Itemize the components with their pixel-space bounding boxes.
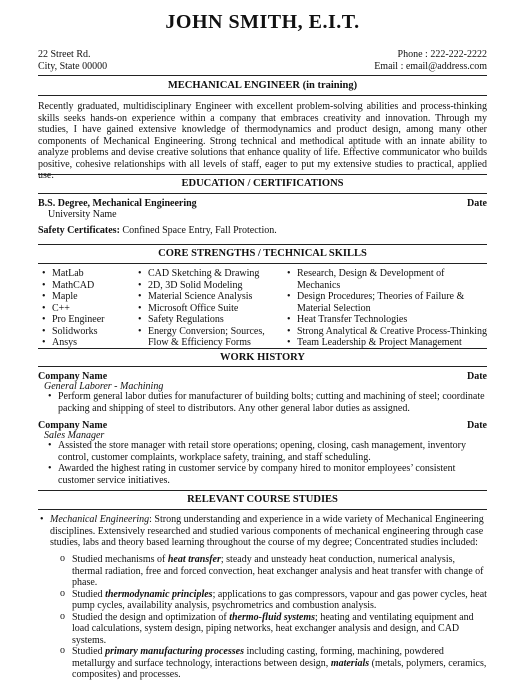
skill-item: • Material Science Analysis — [136, 291, 284, 303]
course-text: Studied the design and optimization of — [72, 611, 230, 623]
skill-item: • Maple — [40, 291, 135, 303]
skill-item: • Safety Regulations — [136, 314, 284, 326]
job-date: Date — [467, 420, 487, 431]
divider — [38, 75, 487, 76]
course-topic: thermodynamic principles — [105, 588, 213, 600]
course-item — [60, 554, 487, 589]
skill-item: • MatLab — [40, 268, 135, 280]
skills-column-2 — [136, 268, 284, 349]
duty-item: • Perform general labor duties for manufacturer of building bolts; cutting and machining of steel; coordinate packing and shipping of steel to distributors. Any other general labor duties as assigned. — [46, 391, 487, 414]
contact-block — [374, 49, 487, 72]
skill-item: • Heat Transfer Technologies — [285, 314, 490, 326]
course-item — [60, 612, 487, 647]
skill-item: • Energy Conversion; Sources, Flow & Efficiency Forms — [136, 326, 284, 349]
skill-item: • Solidworks — [40, 326, 135, 338]
course-intro-label: Mechanical Engineering — [50, 514, 150, 525]
address-line-1: 22 Street Rd. — [38, 49, 91, 60]
skill-item: • MathCAD — [40, 280, 135, 292]
course-text: ; applications to gas compressors, vapour and gas power cycles, heat pump cycles, availability analysis, psychrometrics and combustion analysis. — [72, 588, 487, 611]
skill-item: • C++ — [40, 303, 135, 315]
course-item — [60, 589, 487, 612]
address-block — [38, 49, 107, 72]
job-role: Sales Manager — [44, 430, 105, 441]
skill-item: • Strong Analytical & Creative Process-Thinking — [285, 326, 490, 338]
skill-item: • 2D, 3D Solid Modeling — [136, 280, 284, 292]
candidate-name: JOHN SMITH, E.I.T. — [165, 11, 360, 33]
address-line-2: City, State 00000 — [38, 60, 108, 72]
course-text: Studied — [72, 646, 106, 657]
duty-item: • Awarded the highest rating in customer service by company hired to monitor employees’ consistent customer service initiatives. — [46, 463, 487, 486]
divider — [38, 95, 487, 96]
job-role: General Laborer - Machining — [44, 381, 164, 392]
course-topic: heat transfer — [167, 554, 221, 565]
divider — [38, 244, 487, 245]
divider — [38, 366, 487, 367]
cert-label: Safety Certificates: — [38, 225, 120, 236]
course-topic: primary manufacturing processes — [105, 646, 244, 657]
skill-item: • Ansys — [40, 337, 135, 349]
divider — [38, 193, 487, 194]
education-date: Date — [467, 198, 487, 209]
divider — [38, 348, 487, 349]
skills-title: CORE STRENGTHS / TECHNICAL SKILLS — [158, 248, 367, 259]
divider — [38, 174, 487, 175]
education-title: EDUCATION / CERTIFICATIONS — [181, 178, 344, 189]
skills-column-1 — [40, 268, 135, 349]
skill-item: • Microsoft Office Suite — [136, 303, 284, 315]
course-text: Studied mechanisms of — [72, 554, 168, 565]
courses-title: RELEVANT COURSE STUDIES — [187, 494, 338, 505]
company-name: Company Name — [38, 371, 108, 382]
cert-value: Confined Space Entry, Fall Protection. — [119, 225, 277, 236]
skill-item: • Pro Engineer — [40, 314, 135, 326]
divider — [38, 490, 487, 491]
courses-intro — [38, 514, 487, 549]
phone: Phone : 222-222-2222 — [397, 49, 487, 60]
job-date: Date — [467, 371, 487, 382]
course-text: (metals, polymers, ceramics, composites) and processes. — [72, 657, 487, 680]
divider — [38, 263, 487, 264]
divider — [38, 509, 487, 510]
course-text: including casting, forming, machining, powdered metallurgy and surface technology, interactions between design, — [72, 646, 444, 669]
skill-item: • Team Leadership & Project Management — [285, 337, 490, 349]
university: University Name — [48, 209, 117, 220]
course-text: Studied — [72, 588, 106, 600]
degree: B.S. Degree, Mechanical Engineering — [38, 198, 197, 209]
company-name: Company Name — [38, 420, 108, 431]
course-intro-text: : Strong understanding and experience in a wide variety of Mechanical Engineering disciplines. Extensively researched and studied various components of mechanical engineering through case studies, labs and theory based learning throughout the course of my degree; Concentrated studies included: — [50, 514, 484, 548]
course-list — [60, 554, 487, 681]
course-intro-item — [38, 514, 487, 549]
course-text: ; heating and ventilating equipment and load calculations, system design, piping networks, heat exchanger analysis and design, and CAD systems. — [72, 611, 474, 646]
skill-item: • CAD Sketching & Drawing — [136, 268, 284, 280]
certificates — [38, 225, 277, 237]
course-item — [60, 646, 487, 681]
skill-item: • Design Procedures; Theories of Failure & Material Selection — [285, 291, 490, 314]
course-text: ; steady and unsteady heat conduction, numerical analysis, thermal radiation, free and forced convection, heat exchanger analysis and heat transfer with change of phase. — [72, 554, 484, 588]
job-duties — [46, 440, 487, 486]
objective-text: Recently graduated, multidisciplinary Engineer with excellent problem-solving abilities and process-thinking skills seeks hands-on experience within a company that embraces creativity and innovation. Through my studies, I have gained extensive knowledge of thermodynamics and product design, among many other components of Mechanical Engineering. Strong technical and methodical aptitude with an innate ability to analyze problems and devise creative solutions that enhance quality of life. Effective communicator who builds positive, cohesive relationships with all levels of staff, eager to put my extensive studies to practical, applied use. — [38, 101, 487, 181]
objective-title: MECHANICAL ENGINEER (in training) — [167, 80, 358, 91]
duty-item: • Assisted the store manager with retail store operations; opening, closing, cash management, inventory control, customer complaints, workplace safety, training, and staff scheduling. — [46, 440, 487, 463]
skill-item: • Research, Design & Development of Mechanics — [285, 268, 490, 291]
skills-column-3 — [285, 268, 490, 349]
work-title: WORK HISTORY — [220, 352, 305, 363]
course-topic: materials — [330, 657, 370, 669]
email: Email : email@address.com — [374, 60, 487, 72]
course-topic: thermo-fluid systems — [229, 611, 316, 623]
job-duties — [46, 391, 487, 414]
